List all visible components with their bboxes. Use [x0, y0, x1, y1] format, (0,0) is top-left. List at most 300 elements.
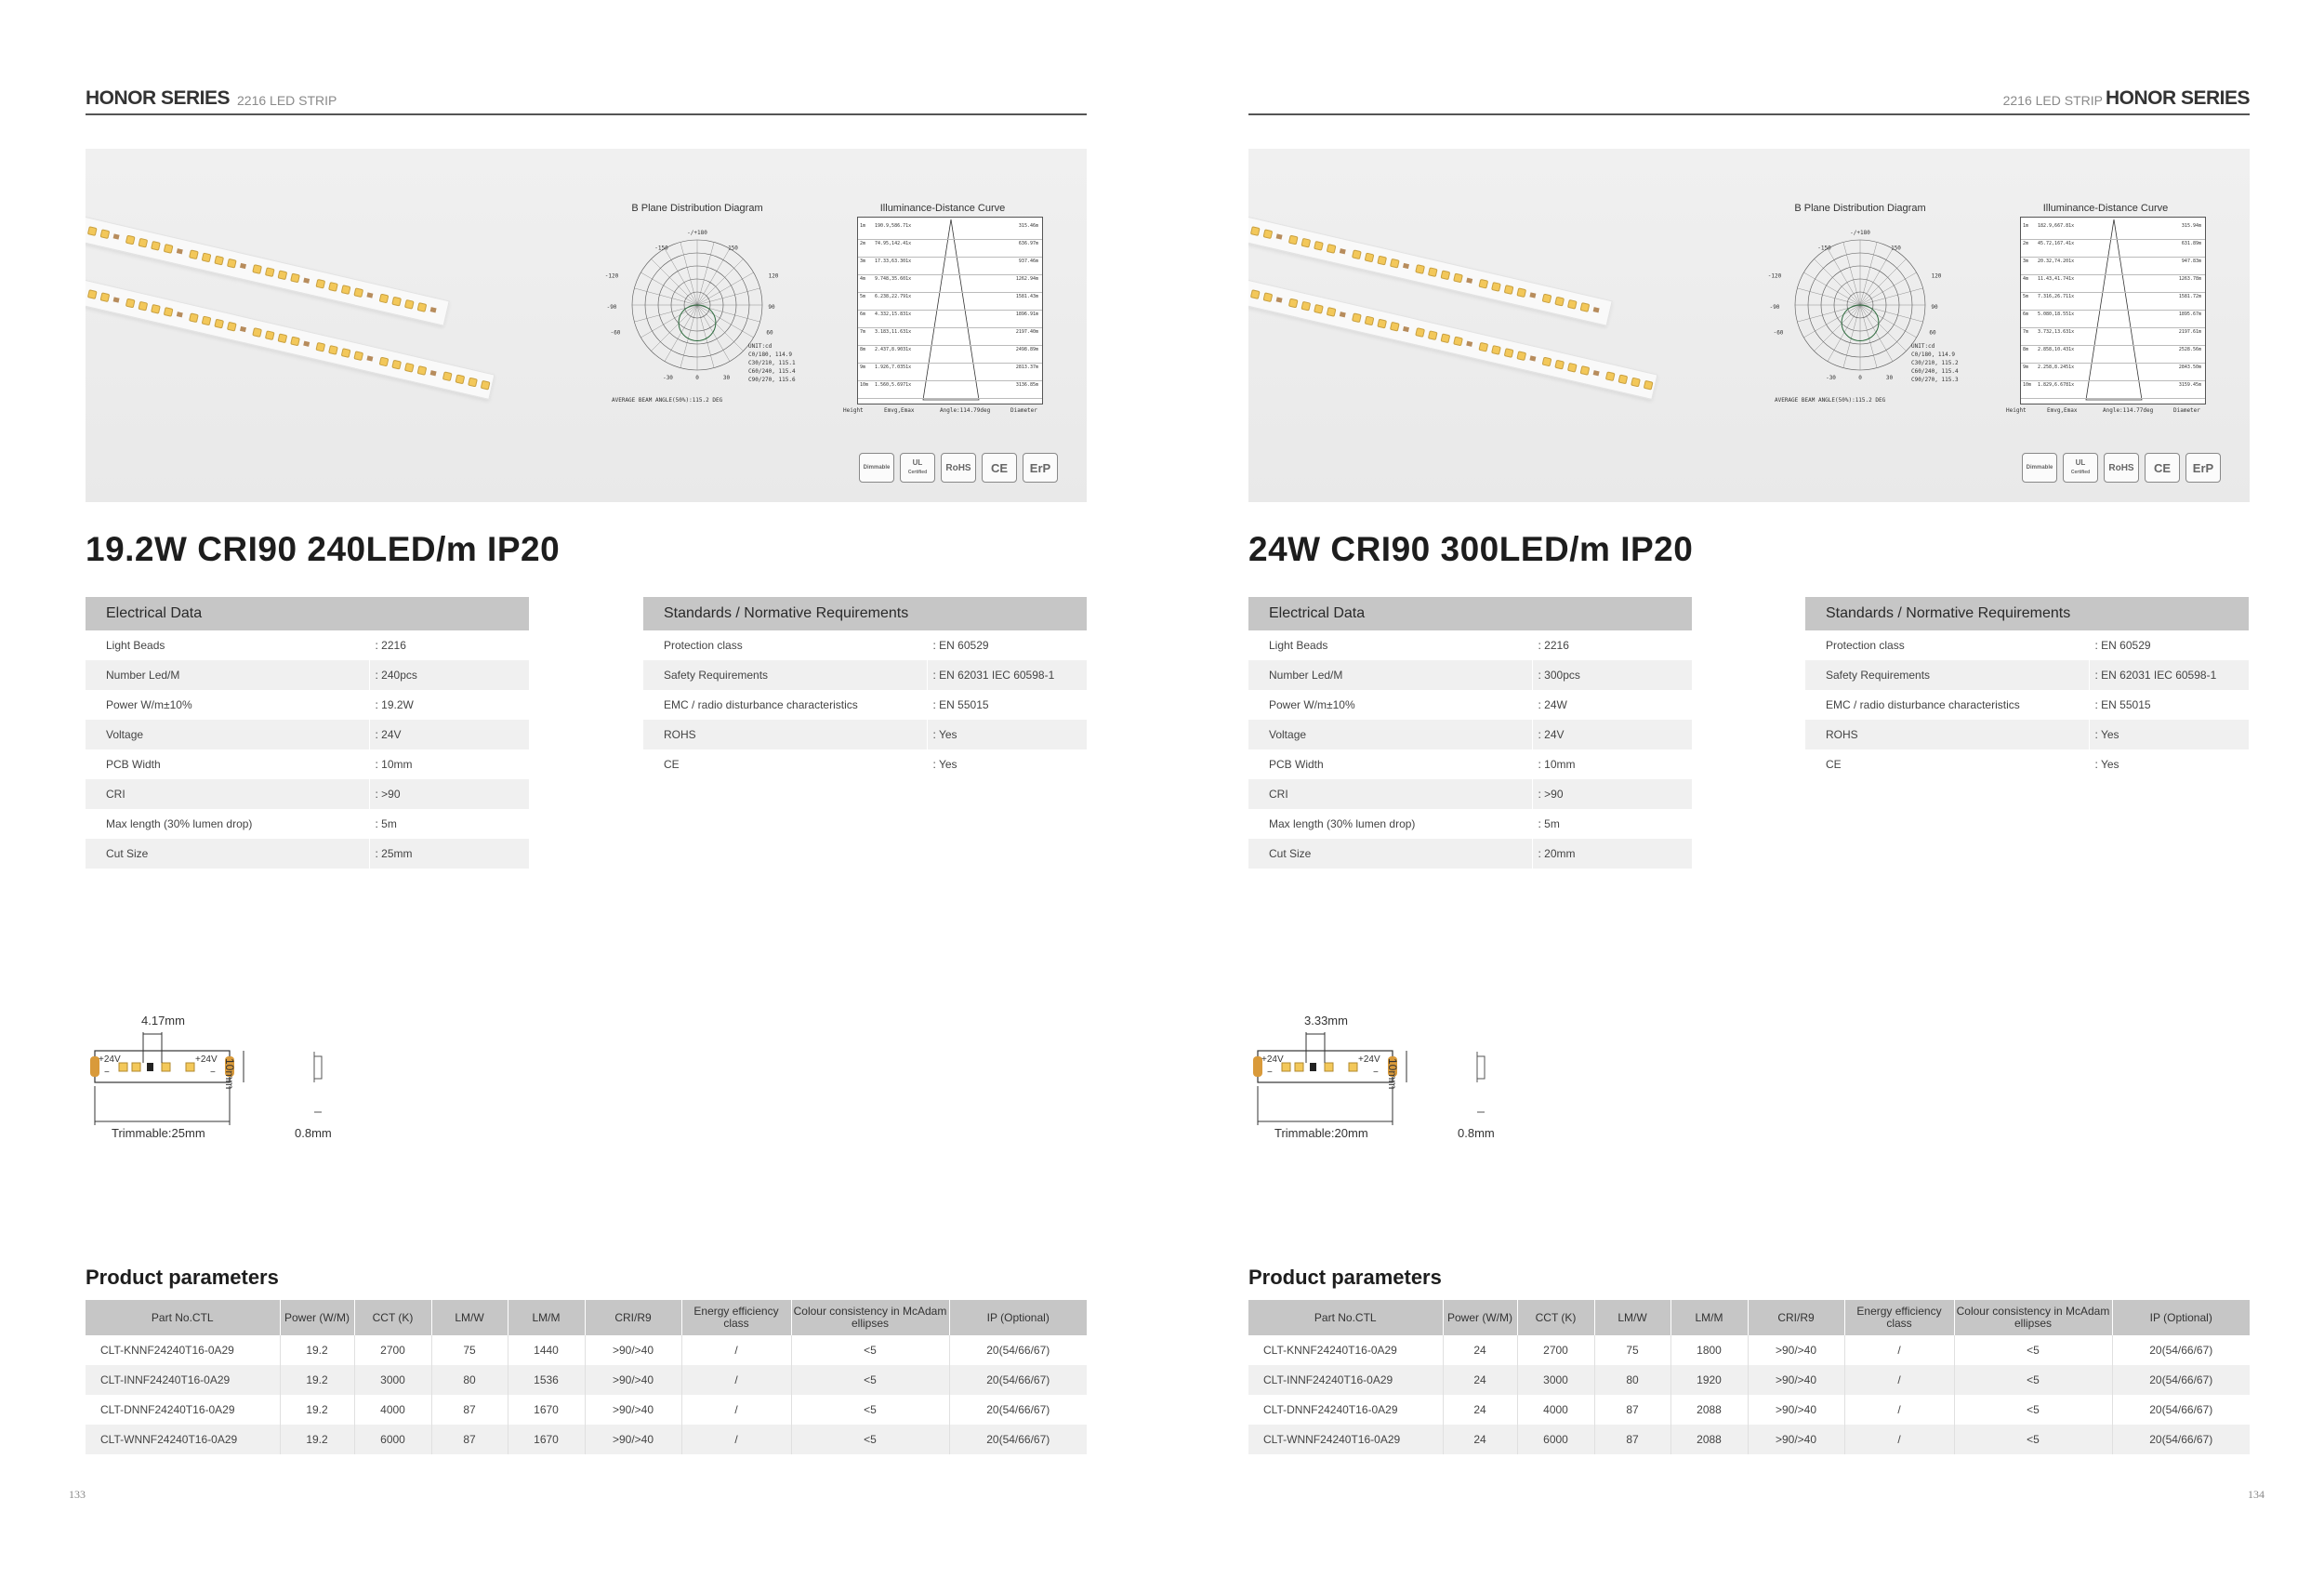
table-cell: 1670 — [508, 1425, 585, 1454]
led-chip — [151, 304, 161, 314]
idc-d: 8m — [860, 347, 866, 352]
idc-e: 17.33,63.301x — [875, 259, 912, 264]
idc-w: 937.46m — [1018, 259, 1038, 264]
idc-e: 1.829,6.6781x — [2038, 382, 2075, 388]
table-cell: >90/>40 — [585, 1425, 681, 1454]
standards-table — [643, 597, 1087, 779]
table-row — [1248, 1425, 2250, 1454]
idc-footer-label: Diameter — [2173, 407, 2200, 414]
led-chip — [1631, 378, 1641, 388]
led-chip — [379, 357, 390, 367]
standards-row — [643, 720, 1087, 749]
idc-w: 1895.67m — [2178, 312, 2201, 317]
resistor — [303, 278, 310, 284]
resistor — [303, 341, 310, 347]
table-cell: 20(54/66/67) — [949, 1425, 1087, 1454]
led-chip — [290, 337, 300, 347]
column-header: CRI/R9 — [1748, 1300, 1844, 1335]
angle-label: 0 — [1858, 375, 1862, 381]
idc-footer-label: Diameter — [1010, 407, 1037, 414]
idc-e: 11.43,41.741x — [2038, 276, 2075, 282]
angle-label: -30 — [663, 375, 673, 381]
led-chip — [1516, 351, 1526, 361]
column-header: Part No.CTL — [1248, 1300, 1443, 1335]
led-chip — [277, 333, 287, 343]
led-chip — [1288, 235, 1299, 245]
column-header: Energy efficiency class — [1844, 1300, 1954, 1335]
table-cell: <5 — [1954, 1425, 2112, 1454]
table-cell: CLT-DNNF24240T16-0A29 — [100, 1403, 235, 1416]
column-header: LM/M — [1670, 1300, 1748, 1335]
led-chip — [214, 256, 224, 266]
column-header: CCT (K) — [1517, 1300, 1594, 1335]
polar-footer: AVERAGE BEAM ANGLE(50%):115.2 DEG — [612, 397, 723, 404]
idc-w: 315.94m — [2181, 223, 2201, 229]
idc-e: 9.748,35.601x — [875, 276, 912, 282]
table-cell: >90/>40 — [1748, 1425, 1844, 1454]
resistor — [1340, 248, 1346, 254]
standard-key: Safety Requirements — [643, 660, 927, 690]
standards-heading: Standards / Normative Requirements — [1805, 597, 2249, 630]
table-cell: CLT-INNF24240T16-0A29 — [86, 1365, 280, 1395]
table-cell: 24 — [1443, 1425, 1517, 1454]
table-cell: <5 — [1954, 1365, 2112, 1395]
led-chip — [417, 365, 428, 376]
table-cell: 3000 — [354, 1365, 431, 1395]
table-cell: / — [681, 1335, 791, 1365]
idc-d: 2m — [860, 241, 866, 246]
idc-d: 9m — [2023, 365, 2029, 370]
electrical-row — [1248, 839, 1692, 869]
table-row — [1248, 1335, 2250, 1365]
standards-heading: Standards / Normative Requirements — [643, 597, 1087, 630]
polar-legend-entry: C0/180, 114.9 — [1911, 351, 1955, 358]
table-cell: 19.2 — [280, 1395, 354, 1425]
idc-w: 1581.72m — [2178, 294, 2201, 299]
ul-certified-icon: UL Certified — [2063, 453, 2098, 483]
resistor — [1340, 312, 1346, 317]
standards-row — [1805, 630, 2249, 660]
minus-left-label: − — [104, 1067, 110, 1078]
page-number: 134 — [2248, 1488, 2265, 1501]
angle-label: -/+180 — [1850, 230, 1870, 236]
standard-key: EMC / radio disturbance characteristics — [1826, 698, 2020, 711]
idc-e: 4.332,15.831x — [875, 312, 912, 317]
led-chip — [468, 378, 478, 388]
table-cell: CLT-KNNF24240T16-0A29 — [1263, 1344, 1397, 1357]
spec-value: : 25mm — [369, 839, 529, 869]
spec-key: Cut Size — [1248, 839, 1532, 869]
table-cell: / — [681, 1425, 791, 1454]
certification-icons — [2022, 453, 2221, 483]
standards-row — [1805, 749, 2249, 779]
table-cell: 80 — [431, 1365, 508, 1395]
led-chip — [1504, 348, 1514, 358]
table-cell: 4000 — [1517, 1395, 1594, 1425]
standard-value: : EN 55015 — [2089, 690, 2249, 720]
led-chip — [1516, 287, 1526, 298]
angle-label: 120 — [768, 272, 779, 280]
led-chip — [1301, 238, 1311, 248]
minus-right-label: − — [210, 1067, 216, 1078]
standard-value: : Yes — [2089, 749, 2249, 779]
resistor — [1276, 297, 1283, 302]
idc-w: 3159.45m — [2178, 382, 2201, 388]
led-chip — [1440, 333, 1450, 343]
standards-row — [643, 690, 1087, 720]
led-chip — [100, 229, 111, 239]
led-chip — [1352, 249, 1362, 259]
table-cell: 4000 — [354, 1395, 431, 1425]
idc-footer-label: Height — [843, 407, 864, 414]
idc-w: 2197.40m — [1015, 329, 1038, 335]
idc-grid-line — [858, 380, 1042, 381]
angle-label: -90 — [1769, 304, 1780, 311]
angle-label: -60 — [610, 329, 621, 337]
page-header — [86, 87, 1087, 115]
spec-key: Number Led/M — [1248, 660, 1532, 690]
angle-label: -60 — [1773, 329, 1784, 337]
idc-e: 7.316,26.711x — [2038, 294, 2075, 299]
table-row — [86, 1365, 1087, 1395]
idc-d: 5m — [2023, 294, 2029, 299]
electrical-row — [1248, 779, 1692, 809]
led-chip — [1580, 302, 1591, 312]
idc-w: 2843.50m — [2178, 365, 2201, 370]
table-cell: / — [1844, 1365, 1954, 1395]
electrical-row — [86, 720, 529, 749]
led-chip — [1605, 371, 1616, 381]
standard-value: : EN 60529 — [927, 630, 1087, 660]
table-row — [86, 1335, 1087, 1365]
led-chip — [1327, 244, 1337, 254]
product-parameters-table — [1248, 1300, 2250, 1454]
series-title: HONOR SERIES — [86, 87, 231, 109]
thickness-label: 0.8mm — [295, 1126, 332, 1140]
column-header: Power (W/M) — [280, 1300, 354, 1335]
angle-label: -/+180 — [687, 230, 707, 236]
idc-footer-label: Angle:114.77deg — [2103, 407, 2154, 414]
table-cell: >90/>40 — [1748, 1395, 1844, 1425]
idc-footer-label: Angle:114.79deg — [940, 407, 991, 414]
led-chip — [404, 299, 415, 310]
column-header: IP (Optional) — [2112, 1300, 2250, 1335]
electrical-row — [86, 779, 529, 809]
led-chip — [341, 348, 351, 358]
standard-value: : EN 55015 — [927, 690, 1087, 720]
idc-d: 6m — [2023, 312, 2029, 317]
idc-e: 1.926,7.0351x — [875, 365, 912, 370]
electrical-row — [86, 839, 529, 869]
led-chip — [125, 298, 136, 309]
standard-key: CE — [664, 758, 680, 771]
resistor — [1403, 263, 1409, 269]
illuminance-chart-title: Illuminance-Distance Curve — [879, 203, 1006, 214]
idc-grid-line — [2021, 239, 2205, 240]
led-chip — [353, 287, 363, 298]
led-chip — [1415, 327, 1425, 338]
angle-label: -90 — [606, 304, 617, 311]
resistor — [1529, 292, 1536, 298]
table-cell: 6000 — [1517, 1425, 1594, 1454]
idc-d: 10m — [2023, 382, 2032, 388]
table-cell: >90/>40 — [1748, 1335, 1844, 1365]
led-chip — [455, 374, 465, 384]
led-chip — [1644, 380, 1654, 391]
led-chip — [1415, 264, 1425, 274]
led-chip — [1542, 357, 1552, 367]
table-cell: CLT-WNNF24240T16-0A29 — [1248, 1425, 1443, 1454]
table-cell: 87 — [431, 1395, 508, 1425]
led-chip — [1618, 374, 1628, 384]
standard-value: : EN 62031 IEC 60598-1 — [2089, 660, 2249, 690]
table-cell: 20(54/66/67) — [2112, 1395, 2250, 1425]
table-cell: / — [681, 1365, 791, 1395]
table-cell: 87 — [1594, 1395, 1670, 1425]
spec-value: : 24V — [1532, 720, 1692, 749]
table-cell: >90/>40 — [585, 1395, 681, 1425]
led-chip — [353, 351, 363, 361]
table-cell: 24 — [1443, 1395, 1517, 1425]
spec-value: : 300pcs — [1532, 660, 1692, 690]
led-chip — [1390, 259, 1400, 269]
product-hero-image — [1248, 149, 2250, 502]
angle-label: 30 — [1885, 375, 1894, 381]
table-cell: 20(54/66/67) — [2112, 1335, 2250, 1365]
table-cell: 19.2 — [280, 1425, 354, 1454]
spec-key: PCB Width — [106, 758, 161, 771]
idc-grid-line — [858, 257, 1042, 258]
idc-d: 10m — [860, 382, 869, 388]
idc-e: 1.560,5.6971x — [875, 382, 912, 388]
table-cell: CLT-KNNF24240T16-0A29 — [100, 1344, 234, 1357]
spec-value: : 10mm — [369, 749, 529, 779]
dimension-drawing — [86, 1012, 402, 1151]
idc-d: 1m — [2023, 223, 2029, 229]
table-cell: 20(54/66/67) — [2112, 1365, 2250, 1395]
led-chip — [315, 279, 325, 289]
polar-distribution-diagram — [595, 219, 799, 405]
dimension-drawing — [1248, 1012, 1565, 1151]
resistor — [1276, 233, 1283, 239]
led-chip — [265, 330, 275, 340]
electrical-row — [1248, 660, 1692, 690]
table-cell: <5 — [1954, 1335, 2112, 1365]
ce-icon: CE — [982, 453, 1017, 483]
led-chip — [1453, 273, 1463, 284]
table-cell: 80 — [1594, 1365, 1670, 1395]
product-title: 24W CRI90 300LED/m IP20 — [1248, 530, 1694, 568]
angle-label: 150 — [1891, 245, 1901, 252]
table-cell: 1440 — [508, 1335, 585, 1365]
led-chip — [1554, 360, 1565, 370]
angle-label: 60 — [766, 329, 773, 337]
resistor — [177, 312, 183, 317]
led-chip — [1377, 319, 1387, 329]
electrical-row — [86, 690, 529, 720]
led-chip — [391, 360, 402, 370]
resistor — [177, 248, 183, 254]
standard-key: Safety Requirements — [1805, 660, 2089, 690]
table-cell: / — [1844, 1425, 1954, 1454]
led-chip — [1390, 322, 1400, 332]
rohs-icon: RoHS — [2104, 453, 2139, 483]
plus-left-label: +24V — [1261, 1054, 1284, 1065]
column-header: CCT (K) — [354, 1300, 431, 1335]
led-chip — [1301, 301, 1311, 312]
led-chip — [164, 244, 174, 254]
table-cell: CLT-INNF24240T16-0A29 — [1248, 1365, 1443, 1395]
table-cell: >90/>40 — [1748, 1365, 1844, 1395]
table-row — [1248, 1395, 2250, 1425]
series-subtitle: 2216 LED STRIP — [237, 93, 337, 108]
angle-label: 150 — [728, 245, 738, 252]
led-chip — [1567, 299, 1578, 310]
idc-e: 5.080,18.551x — [2038, 312, 2075, 317]
angle-label: 120 — [1931, 272, 1942, 280]
column-header: Energy efficiency class — [681, 1300, 791, 1335]
product-parameters-title: Product parameters — [86, 1266, 279, 1289]
polar-legend-entry: C60/240, 115.4 — [748, 368, 796, 375]
catalog-page-right — [1162, 0, 2324, 1578]
led-chip — [1314, 304, 1324, 314]
idc-e: 2.258,8.2451x — [2038, 365, 2075, 370]
table-cell: 75 — [1594, 1335, 1670, 1365]
polar-chart-title: B Plane Distribution Diagram — [631, 203, 763, 214]
angle-label: -150 — [654, 245, 668, 252]
electrical-data-heading: Electrical Data — [86, 597, 529, 630]
standard-key: CE — [1826, 758, 1842, 771]
led-chip — [214, 319, 224, 329]
idc-d: 4m — [2023, 276, 2029, 282]
column-header: LM/M — [508, 1300, 585, 1335]
standards-row — [1805, 720, 2249, 749]
idc-grid-line — [2021, 327, 2205, 328]
led-chip — [202, 252, 212, 262]
spec-value: : 10mm — [1532, 749, 1692, 779]
idc-e: 20.32,74.201x — [2038, 259, 2075, 264]
angle-label: 60 — [1929, 329, 1936, 337]
table-cell: 1536 — [508, 1365, 585, 1395]
illuminance-distance-curve — [843, 217, 1043, 414]
idc-grid-line — [2021, 398, 2205, 399]
led-chip — [1504, 285, 1514, 295]
electrical-row — [1248, 749, 1692, 779]
electrical-data-table — [86, 597, 529, 869]
standards-row — [1805, 690, 2249, 720]
spec-value: : 2216 — [1532, 630, 1692, 660]
idc-w: 1896.91m — [1015, 312, 1038, 317]
table-cell: / — [681, 1395, 791, 1425]
led-chip — [1440, 270, 1450, 280]
illuminance-chart-title: Illuminance-Distance Curve — [2042, 203, 2169, 214]
column-header: Colour consistency in McAdam ellipses — [1954, 1300, 2112, 1335]
plus-right-label: +24V — [195, 1054, 218, 1065]
idc-w: 1262.94m — [1015, 276, 1038, 282]
angle-label: 90 — [768, 304, 775, 311]
electrical-row — [1248, 630, 1692, 660]
spec-key: CRI — [1248, 779, 1532, 809]
led-chip — [391, 297, 402, 307]
certification-icons — [859, 453, 1058, 483]
spec-key: Light Beads — [1269, 639, 1328, 652]
led-chip — [227, 259, 237, 269]
idc-grid-line — [2021, 292, 2205, 293]
idc-w: 631.89m — [2181, 241, 2201, 246]
electrical-row — [86, 660, 529, 690]
spec-value: : 20mm — [1532, 839, 1692, 869]
table-row — [86, 1395, 1087, 1425]
polar-chart-title: B Plane Distribution Diagram — [1794, 203, 1926, 214]
led-chip — [1428, 267, 1438, 277]
led-chip — [277, 270, 287, 280]
table-cell: 6000 — [354, 1425, 431, 1454]
idc-d: 7m — [2023, 329, 2029, 335]
led-chip — [252, 264, 262, 274]
standard-key: ROHS — [643, 720, 927, 749]
led-chip — [189, 312, 199, 323]
product-parameters-table — [86, 1300, 1087, 1454]
electrical-row — [1248, 809, 1692, 839]
spec-key: Max length (30% lumen drop) — [1269, 817, 1416, 830]
electrical-row — [86, 630, 529, 660]
table-cell: >90/>40 — [585, 1335, 681, 1365]
erp-icon: ErP — [2185, 453, 2221, 483]
table-cell: >90/>40 — [585, 1365, 681, 1395]
standard-value: : Yes — [2089, 720, 2249, 749]
led-chip — [1263, 292, 1274, 302]
idc-d: 9m — [860, 365, 866, 370]
resistor — [366, 355, 373, 361]
led-chip — [1288, 298, 1299, 309]
table-cell: 20(54/66/67) — [949, 1395, 1087, 1425]
resistor — [1403, 326, 1409, 332]
idc-footer-label: Emvg,Emax — [884, 407, 915, 414]
idc-w: 2528.56m — [2178, 347, 2201, 352]
polar-legend-entry: C90/270, 115.6 — [748, 377, 796, 383]
table-cell: 20(54/66/67) — [2112, 1425, 2250, 1454]
table-cell: 2088 — [1670, 1425, 1748, 1454]
led-chip — [1250, 289, 1261, 299]
dimmable-icon: Dimmable — [859, 453, 894, 483]
idc-e: 6.238,22.791x — [875, 294, 912, 299]
idc-e: 2.437,8.9031x — [875, 347, 912, 352]
table-row — [1248, 1365, 2250, 1395]
led-chip — [379, 294, 390, 304]
led-chip — [138, 301, 148, 312]
spec-value: : 24V — [369, 720, 529, 749]
angle-label: -120 — [604, 272, 619, 280]
standard-value: : Yes — [927, 720, 1087, 749]
spec-value: : 240pcs — [369, 660, 529, 690]
table-cell: 1920 — [1670, 1365, 1748, 1395]
idc-e: 74.95,142.41x — [875, 241, 912, 246]
table-cell: <5 — [1954, 1395, 2112, 1425]
table-cell: 87 — [431, 1425, 508, 1454]
idc-grid-line — [2021, 345, 2205, 346]
minus-right-label: − — [1373, 1067, 1379, 1078]
angle-label: -150 — [1817, 245, 1831, 252]
idc-e: 3.183,11.631x — [875, 329, 912, 335]
resistor — [1529, 355, 1536, 361]
spec-key: PCB Width — [1269, 758, 1324, 771]
led-chip — [341, 285, 351, 295]
idc-d: 3m — [2023, 259, 2029, 264]
led-chip — [1365, 315, 1375, 325]
idc-grid-line — [858, 274, 1042, 275]
standard-key: Protection class — [1826, 639, 1905, 652]
idc-grid-line — [2021, 310, 2205, 311]
